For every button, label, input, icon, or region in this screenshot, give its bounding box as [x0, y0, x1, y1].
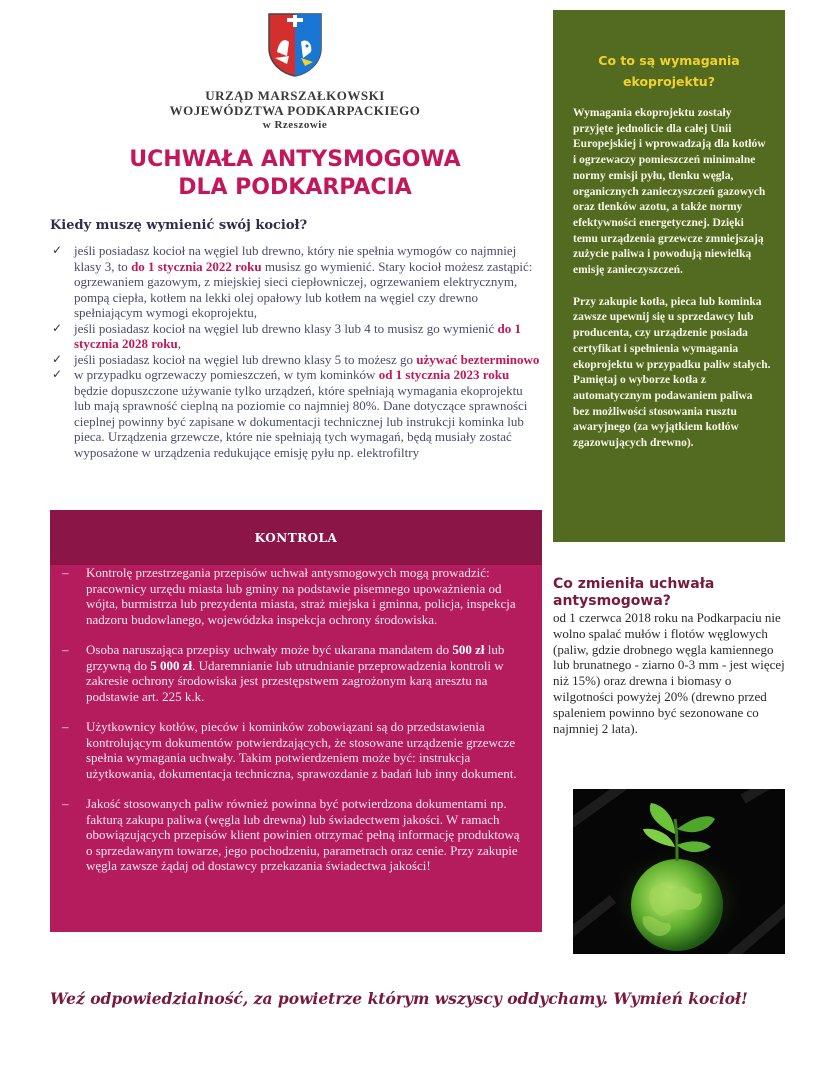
kontrola-text: . Udaremnianie lub utrudnianie przeprowadzenia kontroli w zakresie ochrony środowiska jest przestępstwem zagrożonym karą aresztu na podstawie art. 225 k.k.	[86, 657, 504, 704]
item-text: jeśli posiadasz kocioł na węgiel lub drewno klasy 5 to możesz go	[74, 351, 417, 367]
dash-bullet-icon: –	[62, 565, 69, 580]
dash-bullet-icon: –	[62, 796, 69, 811]
item-text: jeśli posiadasz kocioł na węgiel lub drewno, który nie spełnia wymogów co najmniej klasy 3, to	[74, 243, 517, 274]
kontrola-text: Użytkownicy kotłów, pieców i kominków zobowiązani są do przedstawienia kontrolującym dokumentów potwierdzających, że stosowane urządzenie grzewcze spełnia wymagania uchwały. Takim potwierdzeniem może być: instrukcja użytkowania, dokumentacja techniczna, sprawozdanie z badań lub inny dokument.	[86, 719, 517, 781]
kontrola-item	[62, 642, 524, 704]
checkmark-icon: ✓	[52, 320, 63, 335]
item-deadline: używać bezterminowo	[416, 351, 540, 367]
ekoprojekt-paragraph: Przy zakupie kotła, pieca lub kominka zawsze upewnij się u sprzedawcy lub producenta, czy urządzenie posiada certyfikat i spełnienia wymagania ekoprojektu w przypadku paliw stałych. Pamiętaj o wyborze kotła z automatycznym podawaniem paliwa bez możliwości stosowania rusztu awaryjnego (za wyjątkiem kotłów zgazowujących drewno).	[573, 295, 771, 450]
kontrola-item	[62, 796, 524, 874]
item-text: jeśli posiadasz kocioł na węgiel lub drewno klasy 3 lub 4 to musisz go wymienić	[74, 320, 498, 336]
title-line1: UCHWAŁA ANTYSMOGOWA	[129, 147, 461, 172]
checkmark-icon: ✓	[52, 367, 63, 381]
globe-plant-icon	[573, 789, 785, 954]
item-text: musisz go wymienić. Stary kocioł możesz zastąpić: ogrzewaniem gazowym, z miejskiej sieci ciepłowniczej, ogrzewaniem elektrycznym, pompą ciepła, kotłem na lekki olej opałowy lub kotłem na węgiel czy drewno spełniającym wymogi ekoprojektu,	[74, 258, 533, 320]
page-title	[60, 146, 530, 202]
ekoprojekt-box	[553, 10, 785, 542]
dash-bullet-icon: –	[62, 642, 69, 657]
item-text: w przypadku ogrzewaczy pomieszczeń, w tym kominków	[74, 367, 379, 382]
org-name-line1: URZĄD MARSZAŁKOWSKI	[205, 88, 385, 103]
green-globe-plant-image	[573, 789, 785, 954]
item-deadline: od 1 stycznia 2023 roku	[378, 367, 510, 382]
item-text: będzie dopuszczone używanie tylko urządzeń, które spełniają wymagania ekoprojektu lub mają sprawność cieplną na poziomie co najmniej 80%. Dane dotyczące sprawności cieplnej powinny być zapisane w dokumentacji technicznej lub instrukcji kominka lub pieca. Urządzenia grzewcze, które nie spełniają tych wymagań, będą musiały zostać wyposażone w urządzenia redukujące emisję pyłu np. elektrofiltry	[74, 382, 528, 460]
kontrola-item	[62, 565, 524, 627]
org-name-line3: w Rzeszowie	[262, 119, 328, 131]
changes-body: od 1 czerwca 2018 roku na Podkarpaciu nie wolno spalać mułów i flotów węglowych (paliw, gdzie drobnego węgla kamiennego lub brunatnego - ziarno 0-3 mm - jest więcej niż 15%) oraz drewna i biomasy o wilgotności powyżej 20% (drewno przed spaleniem powinno być sezonowane co najmniej 2 lata).	[553, 610, 785, 736]
kontrola-text: Kontrolę przestrzegania przepisów uchwał antysmogowych mogą prowadzić: pracownicy urzędu miasta lub gminy na podstawie pisemnego upoważnienia od wójta, burmistrza lub prezydenta miasta, straż miejska i gminna, policja, inspekcja nadzoru budowlanego, wojewódzka inspekcja ochrony środowiska.	[86, 565, 516, 627]
kontrola-text: Osoba naruszająca przepisy uchwały może być ukarana mandatem do	[86, 642, 453, 657]
fine-amount: 5 000 zł	[150, 657, 193, 673]
replacement-section	[50, 218, 540, 460]
list-item	[50, 352, 540, 368]
kontrola-header: KONTROLA	[50, 510, 542, 565]
checkmark-icon: ✓	[52, 351, 63, 366]
checkmark-icon: ✓	[52, 243, 63, 257]
kontrola-item	[62, 719, 524, 781]
header-logo-block	[150, 12, 440, 133]
item-deadline: do 1 stycznia 2022 roku	[131, 258, 262, 274]
org-name-line2: WOJEWÓDZTWA PODKARPACKIEGO	[169, 103, 421, 118]
item-deadline: do 1 stycznia 2028 roku	[74, 320, 521, 351]
list-item	[50, 367, 540, 460]
footer-slogan: Weź odpowiedzialność, za powietrze którym wszyscy oddychamy. Wymień kocioł!	[50, 989, 748, 1008]
kontrola-text: Jakość stosowanych paliw również powinna być potwierdzona dokumentami np. fakturą zakupu paliwa (węgla lub drewna) lub świadectwem jakości. W ramach obowiązujących przepisów klient powinien otrzymać pełną informację produktową o sprzedawanym towarze, jego pochodzeniu, parametrach oraz cenie. Przy zakupie węgla zawsze żądaj od dostawcy przekazania świadectwa jakości!	[86, 796, 520, 873]
title-line2: DLA PODKARPACIA	[178, 175, 412, 200]
ekoprojekt-body	[573, 106, 771, 452]
dash-bullet-icon: –	[62, 719, 69, 734]
ekoprojekt-paragraph: Wymagania ekoprojektu zostały przyjęte jednolicie dla całej Unii Europejskiej i wprowadzają dla kotłów i ogrzewaczy pomieszczeń minimalne normy emisji pyłu, tlenku węgla, organicznych zanieczyszczeń gazowych oraz tlenków azotu, a także normy efektywności energetycznej. Dzięki temu urządzenia grzewcze zmniejszają zużycie paliwa i powodują niewielką emisję zanieczyszczeń.	[573, 107, 766, 277]
replacement-heading: Kiedy muszę wymienić swój kocioł?	[50, 218, 308, 233]
fine-amount: 500 zł	[452, 642, 485, 657]
kontrola-text: lub grzywną do	[86, 642, 505, 673]
kontrola-box	[50, 510, 542, 932]
kontrola-body	[50, 565, 542, 874]
ekoprojekt-title: Co to są wymagania ekoprojektu?	[598, 53, 740, 89]
coat-of-arms-icon	[267, 12, 323, 78]
list-item	[50, 321, 540, 352]
item-text: ,	[177, 336, 182, 351]
changes-heading: Co zmieniła uchwała antysmogowa?	[553, 576, 715, 609]
list-item	[50, 243, 540, 321]
replacement-list	[50, 243, 540, 460]
changes-section	[553, 576, 793, 736]
